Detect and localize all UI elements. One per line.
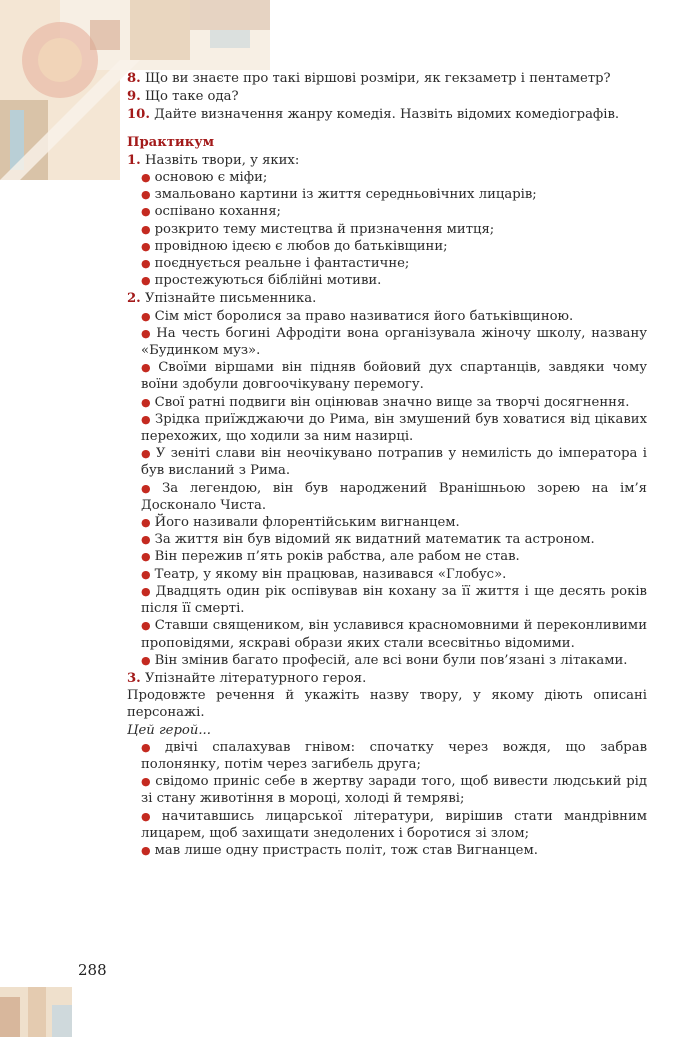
question-10: 10. Дайте визначення жанру комедія. Назвіть відомих комедіографів. bbox=[127, 107, 620, 123]
list-item: ● Він пережив п’ять років рабства, але рабом не став. bbox=[141, 549, 520, 565]
bullet-icon: ● bbox=[141, 412, 152, 426]
list-item: ● За життя він був відомий як видатний математик та астроном. bbox=[141, 532, 595, 548]
list-item: ● Двадцять один рік оспівував він кохану за її життя і ще десять років після її смерті. bbox=[141, 583, 647, 617]
question-8: 8. Що ви знаєте про такі віршові розміри, як гекзаметр і пентаметр? bbox=[127, 71, 611, 86]
list-item: ● мав лише одну пристрасть політ, тож став Вигнанцем. bbox=[141, 842, 538, 858]
list-item: ● Ставши священиком, він уславився красномовними й переконливими проповідями, яскраві образи яких стали всесвітньо відомими. bbox=[141, 618, 647, 651]
page-number: 288 bbox=[78, 961, 107, 979]
list-item: ● Своїми віршами він підняв бойовий дух спартанців, завдяки чому воїни здобули довгоочікувану перемогу. bbox=[141, 360, 647, 393]
list-item: ● двічі спалахував гнівом: спочатку через вождя, що забрав полонянку, потім через загибель друга; bbox=[141, 739, 647, 772]
bullet-icon: ● bbox=[141, 239, 151, 253]
list-item: ● Театр, у якому він працював, називався «Глобус». bbox=[141, 566, 507, 582]
task-3-intro: Продовжте речення й укажіть назву твору, у якому діють описані персонажі. bbox=[127, 688, 647, 721]
bullet-icon: ● bbox=[141, 188, 151, 202]
bullet-icon: ● bbox=[141, 171, 151, 185]
list-item: ● Свої ратні подвиги він оцінював значно вище за творчі досягнення. bbox=[141, 394, 630, 410]
list-item: ● провідною ідеєю є любов до батьківщини; bbox=[141, 238, 448, 254]
bullet-icon: ● bbox=[141, 274, 151, 288]
task-3-lead: Цей герой... bbox=[127, 722, 211, 738]
bullet-icon: ● bbox=[141, 257, 151, 271]
task-1: 1. Назвіть твори, у яких: bbox=[127, 152, 300, 168]
list-item: ● свідомо приніс себе в жертву заради того, щоб вивести людський рід зі стану животіння в мороці, холоді й темряві; bbox=[141, 774, 647, 807]
bullet-icon: ● bbox=[141, 516, 151, 530]
bullet-icon: ● bbox=[141, 809, 158, 823]
list-item: ● розкрито тему мистецтва й призначення митця; bbox=[141, 221, 495, 237]
page-content bbox=[127, 70, 647, 859]
bullet-icon: ● bbox=[141, 447, 152, 461]
question-9: 9. Що таке ода? bbox=[127, 89, 239, 105]
list-item: ● У зеніті слави він неочікувано потрапив у немилість до імператора і був висланий з Рима. bbox=[141, 446, 647, 479]
task-3: 3. Упізнайте літературного героя. bbox=[127, 670, 367, 686]
bullet-icon: ● bbox=[141, 550, 151, 564]
bullet-icon: ● bbox=[141, 740, 161, 754]
bullet-icon: ● bbox=[141, 395, 151, 409]
bullet-icon: ● bbox=[141, 309, 151, 323]
bullet-icon: ● bbox=[141, 653, 151, 667]
bullet-icon: ● bbox=[141, 222, 151, 236]
list-item: ● Сім міст боролися за право називатися його батьківщиною. bbox=[141, 308, 574, 324]
bullet-icon: ● bbox=[141, 619, 151, 633]
bullet-icon: ● bbox=[141, 205, 151, 219]
list-item: ● На честь богині Афродіти вона організувала жіночу школу, названу «Будинком муз». bbox=[141, 325, 647, 359]
bullet-icon: ● bbox=[141, 843, 151, 857]
list-item: ● За легендою, він був народжений Вранішньою зорею на ім’я Досконало Чиста. bbox=[141, 480, 647, 513]
list-item: ● Зрідка приїжджаючи до Рима, він змушений був ховатися від цікавих перехожих, що ходили за ним назирці. bbox=[141, 411, 648, 445]
section-heading-praktykum: Практикум bbox=[127, 134, 215, 150]
list-item: ● змальовано картини із життя середньовічних лицарів; bbox=[141, 187, 537, 203]
list-item: ● поєднується реальне і фантастичне; bbox=[141, 256, 410, 272]
bullet-icon: ● bbox=[141, 584, 152, 598]
bullet-icon: ● bbox=[141, 775, 152, 789]
list-item: ● простежуються біблійні мотиви. bbox=[141, 273, 382, 289]
bullet-icon: ● bbox=[141, 326, 153, 340]
bullet-icon: ● bbox=[141, 567, 151, 581]
list-item: ● оспівано кохання; bbox=[141, 204, 281, 220]
corner-ornament-bottom bbox=[0, 987, 72, 1037]
bullet-icon: ● bbox=[141, 533, 151, 547]
list-item: ● начитавшись лицарської літератури, вирішив стати мандрівним лицарем, щоб захищати знедолених і боротися зі злом; bbox=[141, 808, 647, 841]
list-item: ● Його називали флорентійським вигнанцем. bbox=[141, 515, 460, 531]
bullet-icon: ● bbox=[141, 481, 159, 495]
list-item: ● основою є міфи; bbox=[141, 170, 268, 186]
list-item: ● Він змінив багато професій, але всі вони були пов’язані з літаками. bbox=[141, 652, 628, 668]
bullet-icon: ● bbox=[141, 361, 155, 375]
task-2: 2. Упізнайте письменника. bbox=[127, 291, 317, 307]
